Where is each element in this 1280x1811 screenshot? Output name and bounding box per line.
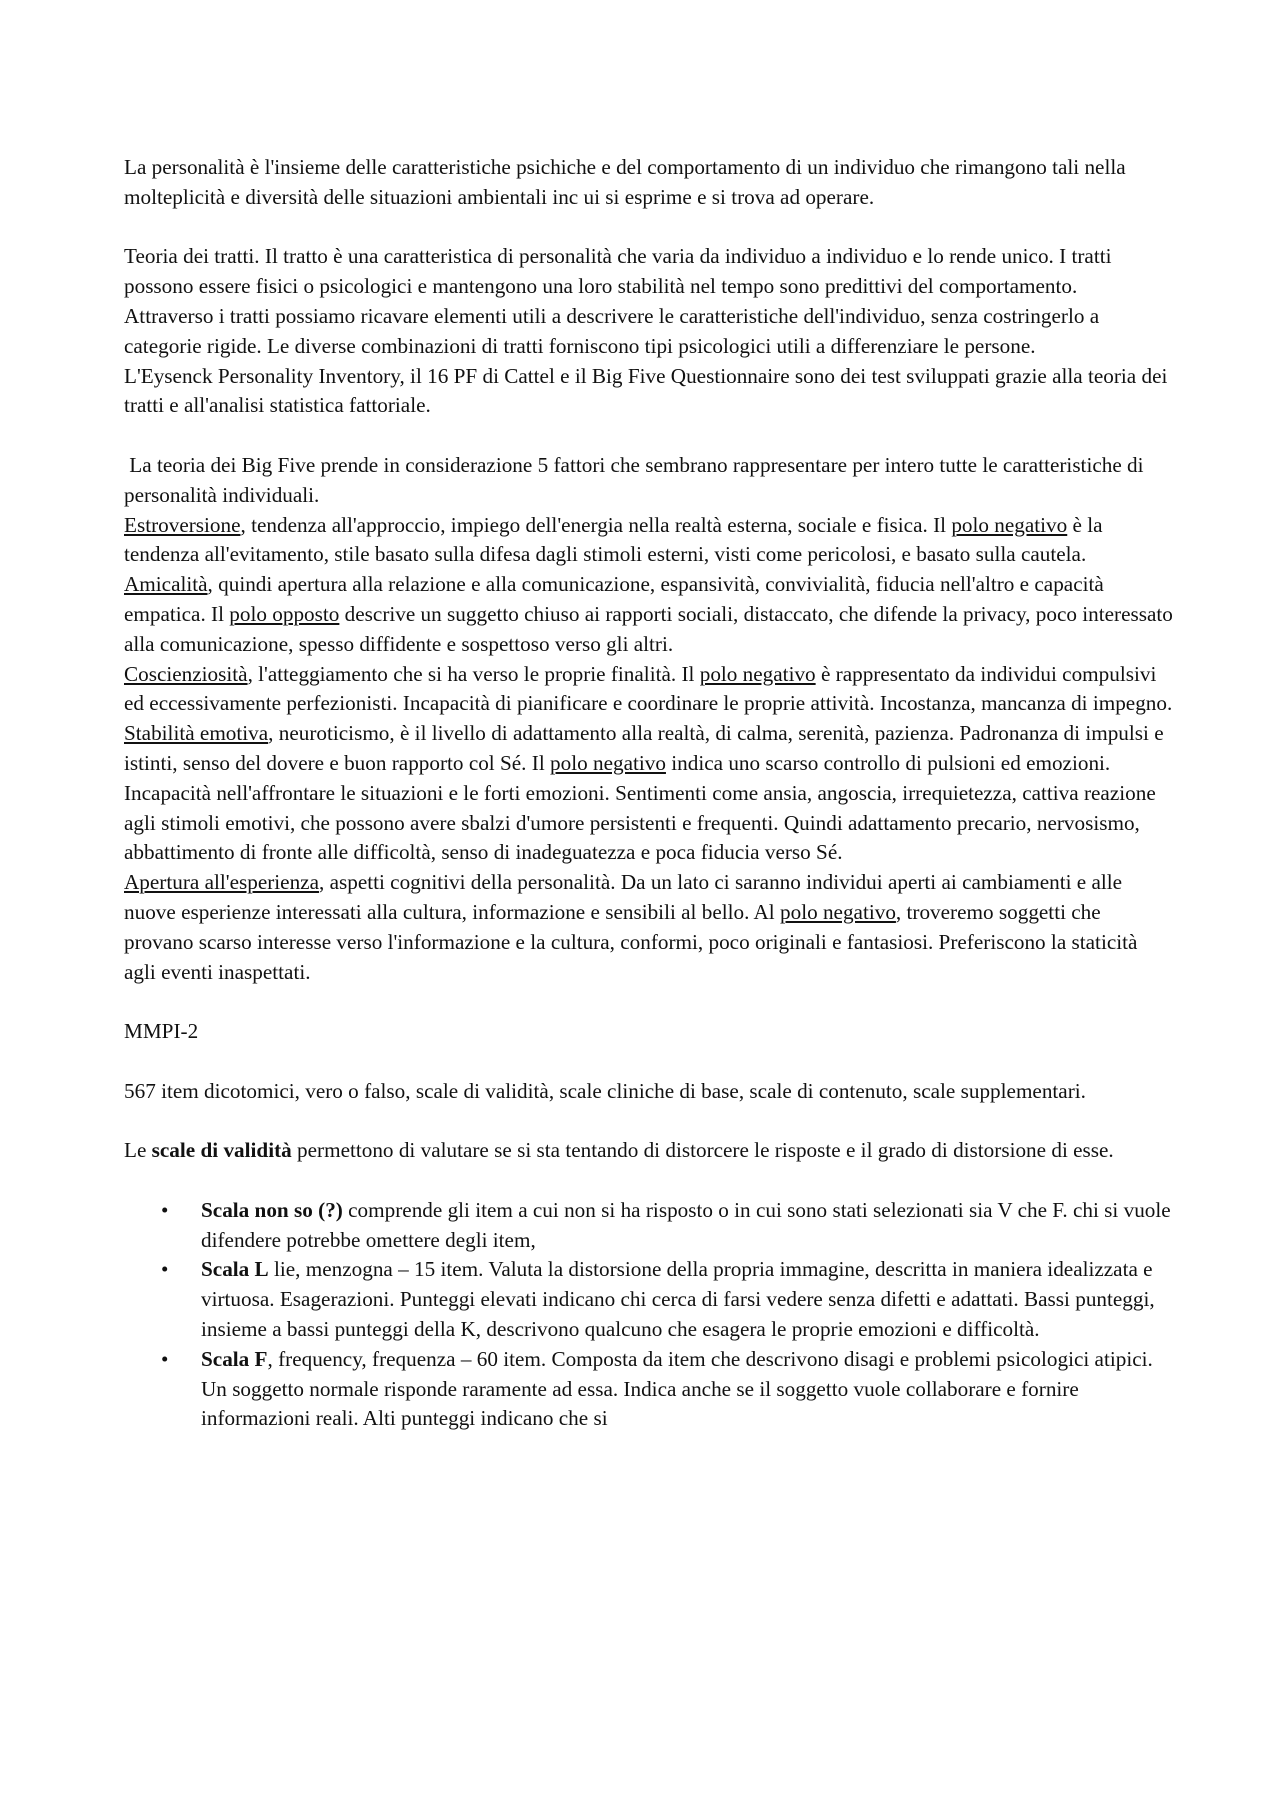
document-body (124, 153, 1174, 1434)
scale-name: Scala F (201, 1346, 268, 1371)
mmpi-description: 567 item dicotomici, vero o falso, scale di validità, scale cliniche di base, scale di contenuto, scale supplementari. (124, 1078, 1086, 1103)
factor-amicalita: Amicalità, quindi apertura alla relazione e alla comunicazione, espansività, convivialità, fiducia nell'altro e capacità empatica. Il polo opposto descrive un suggetto chiuso ai rapporti sociali, distaccato, che difende la privacy, poco interessato alla comunicazione, spesso diffidente e sospettoso verso gli altri. (124, 572, 1173, 656)
bullet-icon: • (161, 1257, 169, 1282)
bigfive-intro: La teoria dei Big Five prende in considerazione 5 fattori che sembrano rappresentare per intero tutte le caratteristiche di personalità individuali. (124, 452, 1149, 507)
pole-term: polo negativo (550, 750, 666, 775)
factor-term: Stabilità emotiva (124, 721, 269, 746)
factor-stabilita-emotiva: Stabilità emotiva, neuroticismo, è il livello di adattamento alla realtà, di calma, serenità, pazienza. Padronanza di impulsi e istinti, senso del dovere e buon rapporto col Sé. Il polo negativo indica uno scarso controllo di pulsioni ed emozioni. Incapacità nell'affrontare le situazioni e le forti emozioni. Sentimenti come ansia, angoscia, irrequietezza, cattiva reazione agli stimoli emotivi, che possono avere sbalzi d'umore persistenti e frequenti. Quindi adattamento precario, nervosismo, abbattimento di fronte alle difficoltà, senso di inadeguatezza e poca fiducia verso Sé. (124, 721, 1164, 865)
validity-scales-paragraph: Le scale di validità permettono di valutare se si sta tentando di distorcere le risposte e il grado di distorsione di esse. (124, 1138, 1114, 1163)
pole-term: polo negativo (951, 512, 1068, 537)
intro-paragraph: La personalità è l'insieme delle caratteristiche psichiche e del comportamento di un individuo che rimangono tali nella molteplicità e diversità delle situazioni ambientali inc ui si esprime e si trova ad operare. (124, 155, 1126, 209)
spacer (124, 1047, 1174, 1077)
bullet-icon: • (161, 1346, 169, 1371)
pole-term: polo opposto (229, 601, 340, 626)
mmpi-heading: MMPI-2 (124, 1019, 199, 1044)
traits-paragraph-3: L'Eysenck Personality Inventory, il 16 PF di Cattel e il Big Five Questionnaire sono dei test sviluppati grazie alla teoria dei tratti e all'analisi statistica fattoriale. (124, 363, 1168, 418)
factor-term: Amicalità (124, 572, 208, 597)
factor-apertura: Apertura all'esperienza, aspetti cognitivi della personalità. Da un lato ci saranno individui aperti ai cambiamenti e alle nuove esperienze interessati alla cultura, informazione e sensibili al bello. Al polo negativo, troveremo soggetti che provano scarso interesse verso l'informazione e la cultura, conformi, poco originali e fantasiosi. Preferiscono la staticità agli eventi inaspettati. (124, 870, 1138, 984)
factor-term: Apertura all'esperienza (124, 870, 319, 895)
spacer (124, 213, 1174, 243)
list-item: • Scala F, frequency, frequenza – 60 item. Composta da item che descrivono disagi e problemi psicologici atipici. Un soggetto normale risponde raramente ad essa. Indica anche se il soggetto vuole collaborare e fornire informazioni reali. Alti punteggi indicano che si (161, 1346, 1153, 1431)
factor-estroversione: Estroversione, tendenza all'approccio, impiego dell'energia nella realtà esterna, sociale e fisica. Il polo negativo è la tendenza all'evitamento, stile basato sulla difesa dagli stimoli esterni, visti come pericolosi, e basato sulla cautela. (124, 512, 1103, 567)
traits-paragraph-1: Teoria dei tratti. Il tratto è una caratteristica di personalità che varia da individuo a individuo e lo rende unico. I tratti possono essere fisici o psicologici e mantengono una loro stabilità nel tempo sono predittivi del comportamento. (124, 244, 1112, 299)
spacer (124, 1166, 1174, 1196)
list-item: • Scala L lie, menzogna – 15 item. Valuta la distorsione della propria immagine, descritta in maniera idealizzata e virtuosa. Esagerazioni. Punteggi elevati indicano chi cerca di farsi vedere senza difetti e adattati. Bassi punteggi, insieme a bassi punteggi della K, descrivono qualcuno che esagera le proprie emozioni e difficoltà. (161, 1257, 1155, 1342)
list-item: • Scala non so (?) comprende gli item a cui non si ha risposto o in cui sono stati selezionati sia V che F. chi si vuole difendere potrebbe omettere degli item, (161, 1197, 1171, 1252)
scale-name: Scala non so (?) (201, 1197, 343, 1222)
validity-scales-list (124, 1196, 1174, 1434)
spacer (124, 421, 1174, 451)
factor-term: Estroversione (124, 512, 241, 537)
validity-scales-term: scale di validità (151, 1138, 292, 1163)
pole-term: polo negativo (780, 899, 896, 924)
spacer (124, 1107, 1174, 1137)
scale-name: Scala L (201, 1257, 269, 1282)
traits-paragraph-2: Attraverso i tratti possiamo ricavare elementi utili a descrivere le caratteristiche dell'individuo, senza costringerlo a categorie rigide. Le diverse combinazioni di tratti forniscono tipi psicologici utili a differenziare le persone. (124, 303, 1100, 358)
factor-coscienziosita: Coscienziosità, l'atteggiamento che si ha verso le proprie finalità. Il polo negativo è rappresentato da individui compulsivi ed eccessivamente perfezionisti. Incapacità di pianificare e coordinare le proprie attività. Incostanza, mancanza di impegno. (124, 661, 1173, 716)
spacer (124, 987, 1174, 1017)
bullet-icon: • (161, 1197, 169, 1222)
factor-term: Coscienziosità (124, 661, 248, 686)
pole-term: polo negativo (699, 661, 816, 686)
